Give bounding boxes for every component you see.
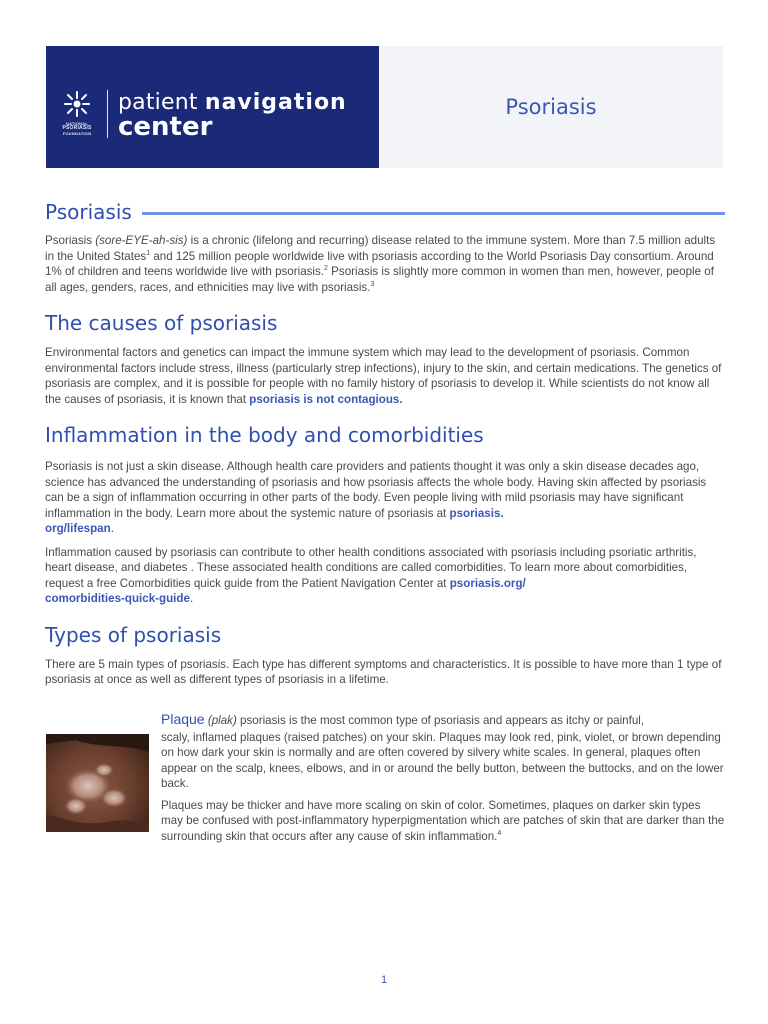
text-run: Psoriasis is not just a skin disease. Although health care providers and patients thought it was only a skin disease decades ago, science has advanced the understanding of psoriasis and how psoriasis affects the whole body. Having skin affected by psoriasis can be a sign of inflammation occurring in other parts of the body. Even people living with mild psoriasis may have significant inflammation in the body. Learn more about the systemic nature of psoriasis at: [45, 460, 707, 520]
page-number: 1: [380, 974, 388, 986]
foundation-name-line1: NATIONAL: [66, 121, 88, 126]
logo-panel: [46, 46, 379, 168]
page-title: Psoriasis: [505, 95, 597, 119]
pronunciation: (sore-EYE-ah-sis): [95, 234, 188, 247]
plaque-paragraph-1: [161, 712, 725, 729]
plaque-term: Plaque: [161, 711, 205, 727]
footnote-ref: 2: [324, 265, 328, 273]
plaque-paragraph-2: [161, 798, 725, 845]
inflammation-paragraph-2: [45, 545, 725, 607]
section-title: Inflammation in the body and comorbidities: [45, 423, 484, 447]
section-intro-heading: [45, 198, 725, 226]
plaque-paragraph-1-cont: scaly, inflamed plaques (raised patches) on your skin. Plaques may look red, pink, violet, or brown depending on how dark your skin is normally and are often covered by silvery white scales. In general, plaques often appear on the scalp, knees, elbows, and in or around the belly button, between the buttocks, and on the lower back.: [161, 730, 724, 790]
main-content: [45, 198, 725, 688]
section-title: Psoriasis: [45, 200, 132, 224]
text-run: Psoriasis is slightly more common in women than men, however, people of all ages, genders, races, and ethnicities may live with psoriasis.: [45, 265, 714, 294]
foundation-name-line2: PSORIASIS: [62, 125, 92, 131]
lifespan-link[interactable]: psoriasis.: [449, 506, 504, 520]
header-banner: [46, 46, 723, 168]
text-run: and 125 million people worldwide live with psoriasis according to the World Psoriasis Day consortium. Around 1% of children and teens worldwide live with psoriasis.: [45, 249, 714, 278]
types-paragraph: There are 5 main types of psoriasis. Each type has different symptoms and characteristics. It is possible to have more than 1 type of psoriasis at once as well as different types of psoriasis in a lifetime.: [45, 657, 722, 686]
text-run: Inflammation caused by psoriasis can contribute to other health conditions associated with psoriasis including psoriatic arthritis, heart disease, and diabetes . These associated health conditions are called comorbidities. To learn more about comorbidities, request a free Comorbidities quick guide from the Patient Navigation Center at: [45, 545, 697, 590]
footnote-ref: 4: [497, 829, 502, 837]
plaque-text: [161, 712, 725, 844]
text-run: Plaques may be thicker and have more scaling on skin of color. Sometimes, plaques on darker skin types may be confused with post-inflammatory hyperpigmentation which are patches of skin that are darker than the surrounding skin that occurs after any cause of skin inflammation.: [161, 798, 725, 843]
not-contagious-link[interactable]: psoriasis is not contagious.: [249, 392, 403, 406]
pronunciation: (plak): [207, 714, 237, 727]
logo-word-navigation: navigation: [204, 90, 347, 115]
section-title: Types of psoriasis: [45, 622, 222, 647]
comorbidities-link-cont[interactable]: comorbidities-quick-guide: [45, 592, 190, 605]
plaque-photo-image: [46, 734, 149, 832]
text-run: Psoriasis: [45, 234, 96, 247]
plaque-psoriasis-photo: [46, 734, 149, 832]
causes-paragraph: [45, 345, 725, 407]
logo-divider: [107, 90, 108, 138]
logo-wordmark-line2: center: [118, 112, 213, 142]
text-run: psoriasis is the most common type of psoriasis and appears as itchy or painful,: [236, 714, 645, 727]
logo-word-patient: patient: [118, 90, 198, 115]
text-run: .: [110, 522, 114, 535]
text-run: is a chronic (lifelong and recurring) disease related to the immune system. More than 7.5 million adults in the United States: [45, 234, 716, 263]
comorbidities-link[interactable]: psoriasis.org/: [449, 576, 526, 590]
section-title: The causes of psoriasis: [45, 311, 278, 335]
foundation-logo-icon: [62, 90, 92, 118]
foundation-name-line3: FOUNDATION: [62, 131, 92, 136]
intro-paragraph: [45, 233, 725, 295]
inflammation-paragraph-1: [45, 459, 725, 537]
text-run: Environmental factors and genetics can impact the immune system which may lead to the development of psoriasis. Common environmental factors include stress, illness (particularly strep infections), injury to the skin, and certain medications. The genetics of psoriasis are complex, and it is possible for people with no family history of psoriasis to develop it. While scientists do not know all the causes of psoriasis, it is known that: [45, 346, 722, 406]
heading-rule: [142, 212, 725, 215]
lifespan-link-cont[interactable]: org/lifespan: [45, 522, 111, 535]
text-run: .: [189, 592, 194, 605]
header-title-panel: [379, 46, 723, 168]
foundation-name: [58, 121, 96, 136]
footnote-ref: 3: [370, 280, 375, 288]
footnote-ref: 1: [146, 249, 151, 257]
